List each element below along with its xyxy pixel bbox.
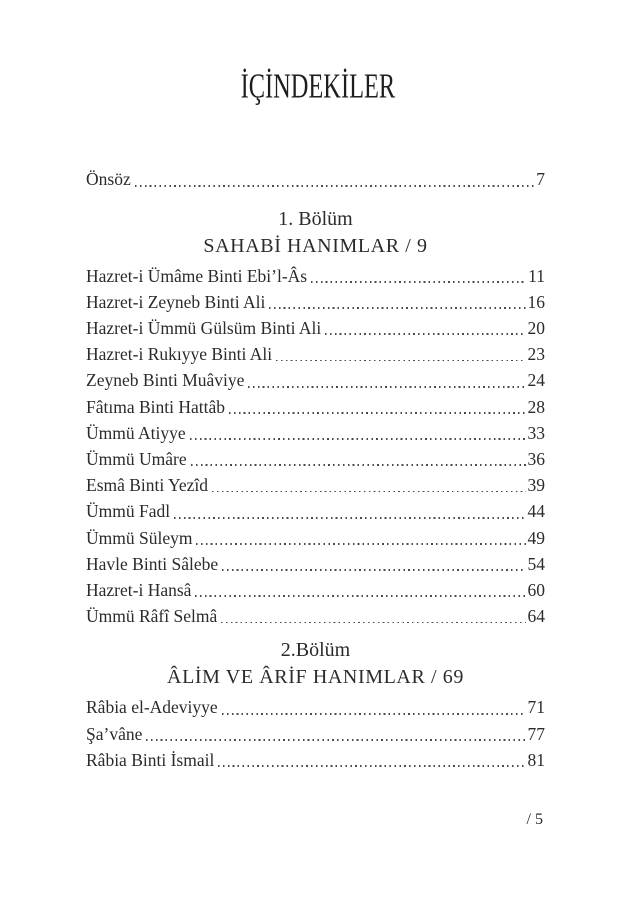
toc-entry-label: Hazret-i Zeyneb Binti Ali: [86, 291, 266, 312]
toc-entry-label: Şa’vâne: [86, 723, 143, 744]
section-heading: [86, 206, 545, 260]
toc-entry: [86, 694, 545, 720]
toc-entry-label: Ümmü Fadl: [86, 501, 171, 522]
dot-leader: [248, 386, 525, 388]
toc-entry-page: 7: [536, 169, 545, 190]
toc-entry-page: 64: [527, 606, 545, 627]
dot-leader: [212, 491, 525, 493]
toc-entry-label: Râbia el-Adeviyye: [86, 697, 218, 718]
section-2: [86, 637, 545, 773]
toc-entry-label: Önsöz: [86, 169, 131, 190]
toc-entry-page: 33: [527, 422, 545, 443]
toc-entry: [86, 721, 545, 747]
page-number-footer: / 5: [526, 811, 543, 828]
toc-entry-page: 54: [527, 553, 545, 574]
dot-leader: [221, 622, 525, 624]
toc-entry-label: Hazret-i Hansâ: [86, 579, 192, 600]
toc-entry-label: Râbia Binti İsmail: [86, 749, 215, 770]
toc-entry-page: 49: [527, 527, 545, 548]
toc-entry-page: 39: [527, 475, 545, 496]
dot-leader: [229, 412, 525, 414]
sections-container: [86, 206, 545, 773]
dot-leader: [218, 765, 525, 767]
toc-entry: [86, 472, 545, 498]
toc-entry-label: Ümmü Süleym: [86, 527, 193, 548]
section-entries: [86, 263, 545, 630]
toc-entry-page: 24: [527, 370, 545, 391]
toc-entry-preface: [86, 166, 545, 192]
toc-entry-page: 16: [527, 291, 545, 312]
toc-entry-page: 81: [527, 749, 545, 770]
dot-leader: [222, 569, 525, 571]
toc-entry: [86, 289, 545, 315]
toc-entry-page: 23: [527, 344, 545, 365]
toc-entry-page: 71: [527, 697, 545, 718]
toc-entry: [86, 394, 545, 420]
dot-leader: [325, 333, 525, 335]
toc-entry: [86, 341, 545, 367]
toc-entry-label: Hazret-i Ümâme Binti Ebi’l-Âs: [86, 265, 308, 286]
toc-entry: [86, 747, 545, 773]
page-title: İÇİNDEKİLER: [240, 68, 396, 106]
toc-entry-label: Havle Binti Sâlebe: [86, 553, 219, 574]
toc-entry: [86, 603, 545, 629]
dot-leader: [311, 281, 526, 283]
toc-entry-label: Zeyneb Binti Muâviye: [86, 370, 245, 391]
toc-entry: [86, 420, 545, 446]
section-number: 2.Bölüm: [280, 639, 351, 662]
toc-entry-label: Hazret-i Ümmü Gülsüm Binti Ali: [86, 317, 322, 338]
dot-leader: [269, 307, 525, 309]
dot-leader: [146, 739, 525, 741]
section-title: ÂLİM VE ÂRİF HANIMLAR / 69: [167, 666, 464, 689]
dot-leader: [135, 185, 535, 187]
toc-entry: [86, 498, 545, 524]
toc-entry: [86, 551, 545, 577]
toc-entry: [86, 525, 545, 551]
toc-entry-page: 36: [527, 448, 545, 469]
toc-entry: [86, 446, 545, 472]
toc-entry: [86, 367, 545, 393]
toc-entry: [86, 263, 545, 289]
toc-entry-page: 20: [527, 317, 545, 338]
dot-leader: [196, 543, 525, 545]
toc-entry-page: 77: [527, 723, 545, 744]
toc-entry-page: 60: [527, 579, 545, 600]
dot-leader: [276, 360, 525, 362]
toc-entry-page: 28: [527, 396, 545, 417]
section-title: SAHABİ HANIMLAR / 9: [203, 234, 428, 257]
toc-entry-label: Ümmü Umâre: [86, 448, 187, 469]
section-number: 1. Bölüm: [278, 207, 353, 230]
toc-entry-page: 11: [528, 265, 545, 286]
section-1: [86, 206, 545, 630]
toc-entry-label: Ümmü Atiyye: [86, 422, 186, 443]
toc-entry: [86, 315, 545, 341]
section-heading: [86, 637, 545, 691]
toc-entry-label: Ümmü Râfî Selmâ: [86, 606, 218, 627]
toc-entry-label: Hazret-i Rukıyye Binti Ali: [86, 344, 273, 365]
toc-entry-page: 44: [527, 501, 545, 522]
section-entries: [86, 694, 545, 773]
dot-leader: [222, 713, 526, 715]
dot-leader: [195, 595, 525, 597]
toc-entry-label: Fâtıma Binti Hattâb: [86, 396, 226, 417]
dot-leader: [174, 517, 525, 519]
toc-entry: [86, 577, 545, 603]
dot-leader: [191, 464, 526, 466]
dot-leader: [190, 438, 526, 440]
toc-entry-label: Esmâ Binti Yezîd: [86, 475, 209, 496]
